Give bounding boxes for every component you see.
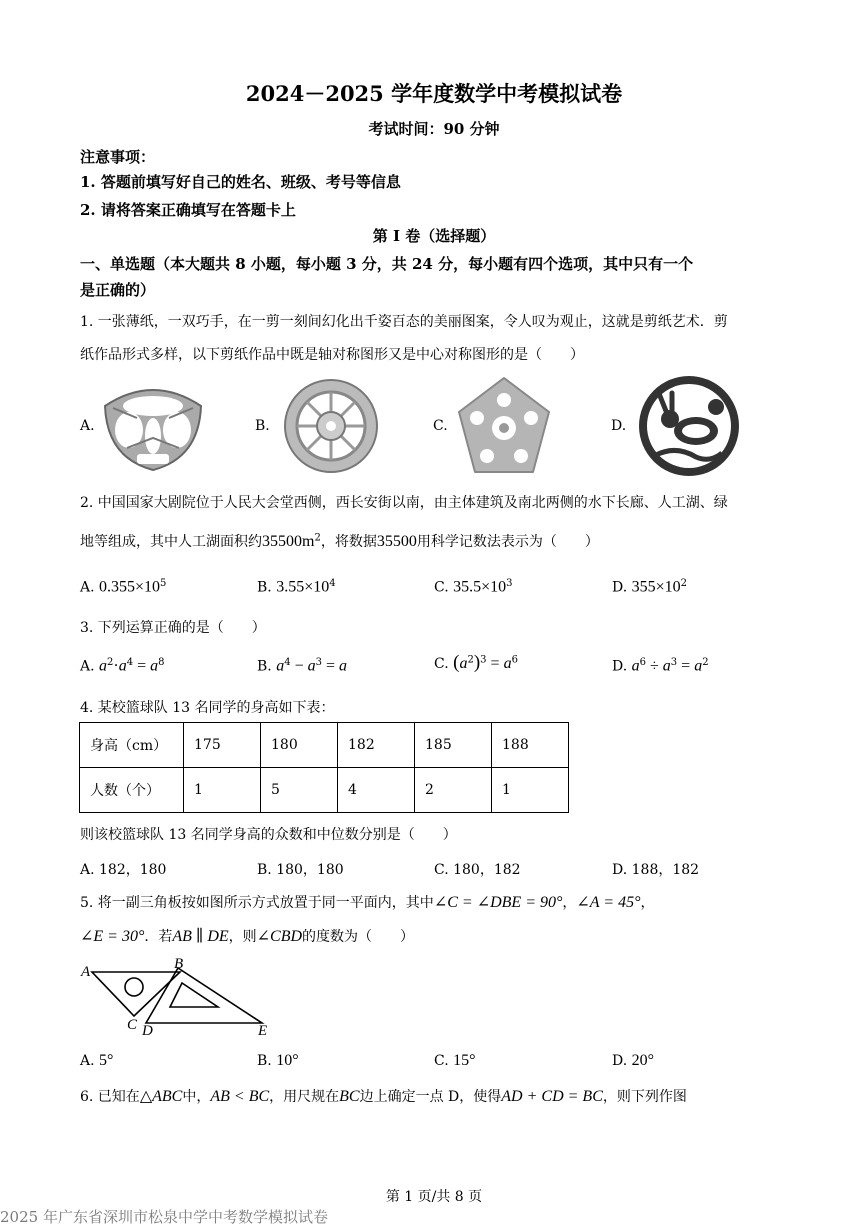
table-cell: 185 [415, 723, 492, 768]
option-c: C. $35.5\times 10^3$ [434, 578, 513, 596]
option-d-label: D. [611, 418, 627, 434]
label-e: E [258, 1023, 268, 1039]
table-cell: 4 [338, 768, 415, 813]
table-cell: 1 [184, 768, 261, 813]
label-d: D [142, 1023, 153, 1039]
section-heading: 一、单选题（本大题共 8 小题，每小题 3 分，共 24 分，每小题有四个选项，其中只有一个 [80, 255, 694, 273]
table-header-cell: 人数（个） [80, 768, 184, 813]
option-c: C. 15° [434, 1052, 476, 1069]
table-cell: 182 [338, 723, 415, 768]
papercut-image-c [455, 374, 553, 478]
question-5-stem: 5. 将一副三角板按如图所示方式放置于同一平面内，其中∠C = ∠DBE = 90°，∠A = 45°， [80, 894, 655, 911]
question-5-stem-cont: ∠E = 30°．若AB ∥ DE，则∠CBD的度数为（ ） [80, 928, 415, 945]
option-b: B. $3.55\times 10^4$ [257, 578, 336, 596]
table-row [80, 768, 569, 813]
option-a-label: A. [80, 418, 95, 434]
question-2-stem-cont: 地等组成，其中人工湖面积约$35500m^2$，将数据35500用科学记数法表示为（ ） [80, 532, 599, 550]
table-cell: 1 [492, 768, 569, 813]
option-a: A. 182，180 [80, 862, 167, 878]
option-a: A. 5° [80, 1052, 114, 1069]
question-1-stem-cont: 纸作品形式多样，以下剪纸作品中既是轴对称图形又是中心对称图形的是（ ） [80, 347, 584, 363]
papercut-image-b [280, 376, 382, 476]
option-c: C. 180，182 [434, 862, 521, 878]
height-table [79, 722, 569, 813]
table-cell: 188 [492, 723, 569, 768]
papercut-image-a [97, 378, 209, 474]
page-number: 第 1 页/共 8 页 [385, 1189, 483, 1205]
table-row [80, 723, 569, 768]
part-title: 第 I 卷（选择题） [372, 227, 496, 245]
option-c: C. $(a^2)^3 = a^6$ [434, 652, 518, 673]
question-4-stem: 4. 某校篮球队 13 名同学的身高如下表： [80, 700, 335, 716]
option-d: D. 20° [612, 1052, 655, 1069]
option-a: A. $a^2\cdot a^4 = a^8$ [80, 657, 165, 675]
table-header-cell: 身高（cm） [80, 723, 184, 768]
option-d: D. $355\times 10^2$ [612, 578, 688, 596]
exam-time: 考试时间：90 分钟 [368, 120, 500, 138]
table-cell: 5 [261, 768, 338, 813]
notice-heading: 注意事项： [80, 148, 156, 166]
watermark-text: 2025 年广东省深圳市松泉中学中考数学模拟试卷 [0, 1208, 328, 1226]
question-3-stem: 3. 下列运算正确的是（ ） [80, 620, 266, 636]
option-b: B. 180，180 [257, 862, 344, 878]
option-a: A. $0.355\times 10^5$ [80, 578, 167, 596]
table-cell: 180 [261, 723, 338, 768]
notice-item: 1. 答题前填写好自己的姓名、班级、考号等信息 [80, 173, 401, 191]
label-a: A [81, 964, 91, 980]
section-heading-cont: 是正确的） [80, 281, 156, 299]
option-d: D. $a^6 \div a^3 = a^2$ [612, 657, 709, 675]
option-b: B. $a^4 - a^3 = a$ [257, 657, 348, 675]
page-title: 2024－2025 学年度数学中考模拟试卷 [245, 81, 623, 106]
notice-item: 2. 请将答案正确填写在答题卡上 [80, 201, 296, 219]
label-c: C [127, 1017, 138, 1033]
question-6-stem: 6. 已知在△ABC中，AB < BC，用尺规在BC边上确定一点 D，使得AD + CD = BC，则下列作图 [80, 1088, 687, 1105]
label-b: B [174, 956, 184, 972]
option-b: B. 10° [257, 1052, 299, 1069]
triangle-figure [76, 955, 276, 1041]
table-cell: 175 [184, 723, 261, 768]
question-1-stem: 1. 一张薄纸，一双巧手，在一剪一刻间幻化出千姿百态的美丽图案，令人叹为观止，这就是剪纸艺术．剪 [80, 314, 728, 330]
option-c-label: C. [433, 418, 448, 434]
option-b-label: B. [255, 418, 270, 434]
question-2-stem: 2. 中国国家大剧院位于人民大会堂西侧，西长安街以南，由主体建筑及南北两侧的水下长廊、人工湖、绿 [80, 495, 728, 511]
papercut-image-d [636, 373, 742, 479]
question-4-question: 则该校篮球队 13 名同学身高的众数和中位数分别是（ ） [80, 827, 457, 843]
option-d: D. 188，182 [612, 862, 700, 878]
table-cell: 2 [415, 768, 492, 813]
